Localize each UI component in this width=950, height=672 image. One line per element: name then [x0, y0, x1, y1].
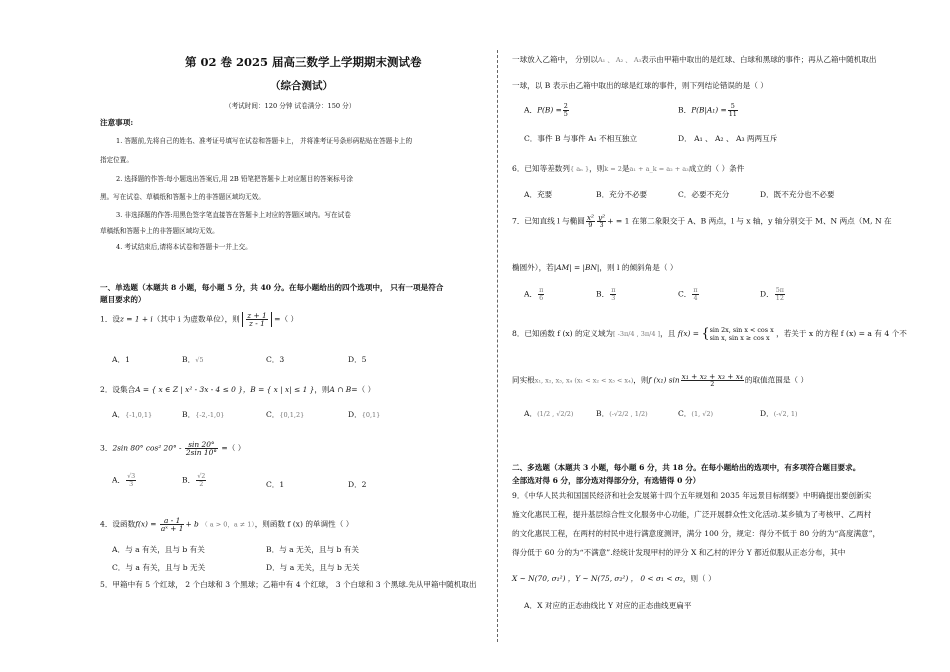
exam-title: 第 02 卷 2025 届高三数学上学期期末测试卷 — [185, 55, 422, 69]
q8-option-a: A．(1/2 , √2/2) — [524, 409, 574, 418]
q1-option-a: A．1 — [112, 355, 130, 364]
q5-option-b: B．P(B|A₁) = $\frac{5}{11}$ — [678, 102, 737, 118]
q1-option-d: D．5 — [348, 355, 367, 364]
q7-option-b: B． $\frac{\pi}{3}$ — [596, 286, 616, 302]
notes-heading: 注意事项: — [100, 118, 134, 127]
q6-option-b: B．充分不必要 — [596, 190, 648, 199]
question-2: 2．设集合A = { x ∈ Z | x² - 3x - 4 ≤ 0 }，B = { x | x| ≤ 1 }，则A ∩ B=（ ） — [100, 385, 376, 394]
q8-line-2: 同实根x₁, x₂, x₃, x₄ (x₁ < x₂ < x₃ < x₄)，则f (x₁) sin $\frac{\text{x₁ + x₂ + x₃ + x₄}}{2}$ 的取值范围是（ ） — [512, 372, 809, 388]
q3-option-d: D．2 — [348, 480, 367, 489]
q9-line-3: 的文化惠民工程，在两村的村民中进行满意度测评，满分 100 分，规定：得分不低于 80 分的为“高度满意”， — [512, 529, 881, 538]
question-1: 1．设z = 1 + i（其中 i 为虚数单位），则 $\frac{z + 1}{z - 1}$ =（ ） — [100, 311, 299, 328]
q6-option-a: A．充要 — [524, 190, 553, 199]
question-5: 5．甲箱中有 5 个红球， 2 个白球和 3 个黑球；乙箱中有 4 个红球， 3 个白球和 3 个黑球.先从甲箱中随机取出 — [100, 580, 477, 589]
q2-option-a: A．{-1,0,1} — [112, 410, 153, 419]
q7-line-2: 椭圆外），若|AM| = |BN|，则 l 的倾斜角是（ ） — [512, 263, 678, 272]
note-item-1-cont: 指定位置。 — [100, 156, 133, 164]
exam-subtitle: （综合测试） — [270, 80, 333, 92]
q8-option-c: C．(1, √2) — [678, 409, 714, 418]
question-6: 6．已知等差数列{ aₙ }，则k = 2是a₁ + a_k = a₂ + a₃成立的（ ）条件 — [512, 164, 745, 173]
exam-info: （考试时间：120 分钟 试卷满分：150 分） — [225, 102, 356, 110]
q2-option-d: D．{0,1} — [348, 410, 381, 419]
note-item-2: 2. 选择题的作答:每小题选出答案后,用 2B 铅笔把答题卡上对应题目的答案标号涂 — [116, 175, 353, 183]
q8-option-b: B．(-√2/2 , 1/2) — [596, 409, 648, 418]
note-item-3: 3. 非选择题的作答:用黑色签字笔直接答在答题卡上对应的答题区域内。写在试卷 — [116, 211, 351, 219]
q9-line-2: 施文化惠民工程，提升基层综合性文化服务中心功能，广泛开展群众性文化活动.某乡镇为了考核甲、乙两村 — [512, 510, 872, 519]
q5-line-3: 一球，以 B 表示由乙箱中取出的球是红球的事件，则下列结论错误的是（ ） — [512, 81, 768, 90]
question-7: 7．已知直线 l 与椭圆 $\frac{\text{x²}}{9}$ $\frac{\text{y²}}{3}$ + = 1 在第二象限交于 A、B 两点，l 与 x 轴，y 轴分别交于 M、N 两点（M, N 在 — [512, 213, 892, 229]
note-item-1: 1. 答题前,先将自己的姓名、准考证号填写在试卷和答题卡上， 并将准考证号条形码粘贴在答题卡上的 — [116, 137, 413, 145]
q5-line-2: 一球放入乙箱中， 分别以A₁ 、 A₂ 、 A₃表示由甲箱中取出的是红球、白球和黑球的事件；再从乙箱中随机取出 — [512, 55, 877, 64]
section1-heading: 一、单选题（本题共 8 小题，每小题 5 分，共 40 分。在每小题给出的四个选项中， 只有一项是符合 — [100, 283, 444, 292]
q2-option-c: C．{0,1,2} — [266, 410, 305, 419]
q5-option-c: C．事件 B 与事件 A₁ 不相互独立 — [524, 134, 638, 143]
section2-heading: 二、多选题（本题共 3 小题，每小题 6 分，共 18 分。在每小题给出的选项中，有多项符合题目要求。 — [512, 463, 861, 472]
q4-option-a: A．与 a 有关，且与 b 有关 — [112, 545, 205, 554]
q4-option-c: C．与 a 有关，且与 b 无关 — [112, 563, 206, 572]
q7-option-a: A． $\frac{\pi}{6}$ — [524, 286, 544, 302]
question-8: 8．已知函数 f (x) 的定义域为[ -3π/4 , 3π/4 ]，且 f(x) = { sin 2x, sin x < cos x sin x, sin x ≥ cos x ，若关于 x 的方程 f (x) = a 有 4 个不 — [512, 326, 907, 342]
q5-option-a: A．P(B) = $\frac{2}{5}$ — [524, 102, 568, 118]
note-item-2-cont: 黑。写在试卷、草稿纸和答题卡上的非答题区域均无效。 — [100, 193, 265, 201]
q2-option-b: B．{-2,-1,0} — [182, 410, 225, 419]
note-item-3-cont: 草稿纸和答题卡上的非答题区域均无效。 — [100, 227, 219, 235]
q6-option-c: C．必要不充分 — [678, 190, 730, 199]
q7-option-d: D． $\frac{5\pi}{12}$ — [760, 286, 784, 302]
section1-heading-cont: 题目要求的） — [100, 295, 146, 304]
q8-option-d: D．(-√2, 1) — [760, 409, 798, 418]
q7-option-c: C． $\frac{\pi}{4}$ — [678, 286, 698, 302]
q6-option-d: D．既不充分也不必要 — [760, 190, 835, 199]
q3-option-b: B． $\frac{√2}{2}$ — [182, 472, 206, 488]
q3-option-a: A． $\frac{√3}{3}$ — [112, 472, 136, 488]
q1-option-b: B．√5 — [182, 355, 204, 364]
question-9: 9．《中华人民共和国国民经济和社会发展第十四个五年规划和 2035 年远景目标纲要》中明确提出要创新实 — [512, 491, 872, 500]
q9-line-4: 得分低于 60 分的为“不满意”.经统计发现甲村的评分 X 和乙村的评分 Y 都近似服从正态分布，其中 — [512, 548, 846, 557]
q4-option-d: D．与 a 无关，且与 b 无关 — [266, 563, 360, 572]
q3-option-c: C．1 — [266, 480, 285, 489]
question-4: 4．设函数f(x) = $\frac{a - 1}{\text{aˣ + 1}}$ + b （ a > 0，a ≠ 1），则函数 f (x) 的单调性（ ） — [100, 516, 354, 533]
note-item-4: 4. 考试结束后,请将本试卷和答题卡一并上交。 — [116, 243, 252, 251]
q5-option-d: D． A₁ 、 A₂ 、 A₃ 两两互斥 — [678, 134, 778, 143]
section2-heading-cont: 全部选对得 6 分，部分选对得部分分，有选错得 0 分） — [512, 476, 701, 485]
question-3: 3．2sin 80° cos² 20° - $\frac{\sin 20^\circ}{2\sin 10^\circ}$ =（ ） — [100, 440, 246, 457]
q9-line-5: X ~ N(70, σ₁²) ，Y ~ N(75, σ₂²) ， 0 < σ₁ < σ₂，则（ ） — [512, 574, 716, 583]
q1-option-c: C．3 — [266, 355, 285, 364]
q9-option-a: A．X 对应的正态曲线比 Y 对应的正态曲线更扁平 — [524, 601, 692, 610]
q4-option-b: B．与 a 无关，且与 b 有关 — [266, 545, 359, 554]
column-divider — [497, 50, 498, 642]
